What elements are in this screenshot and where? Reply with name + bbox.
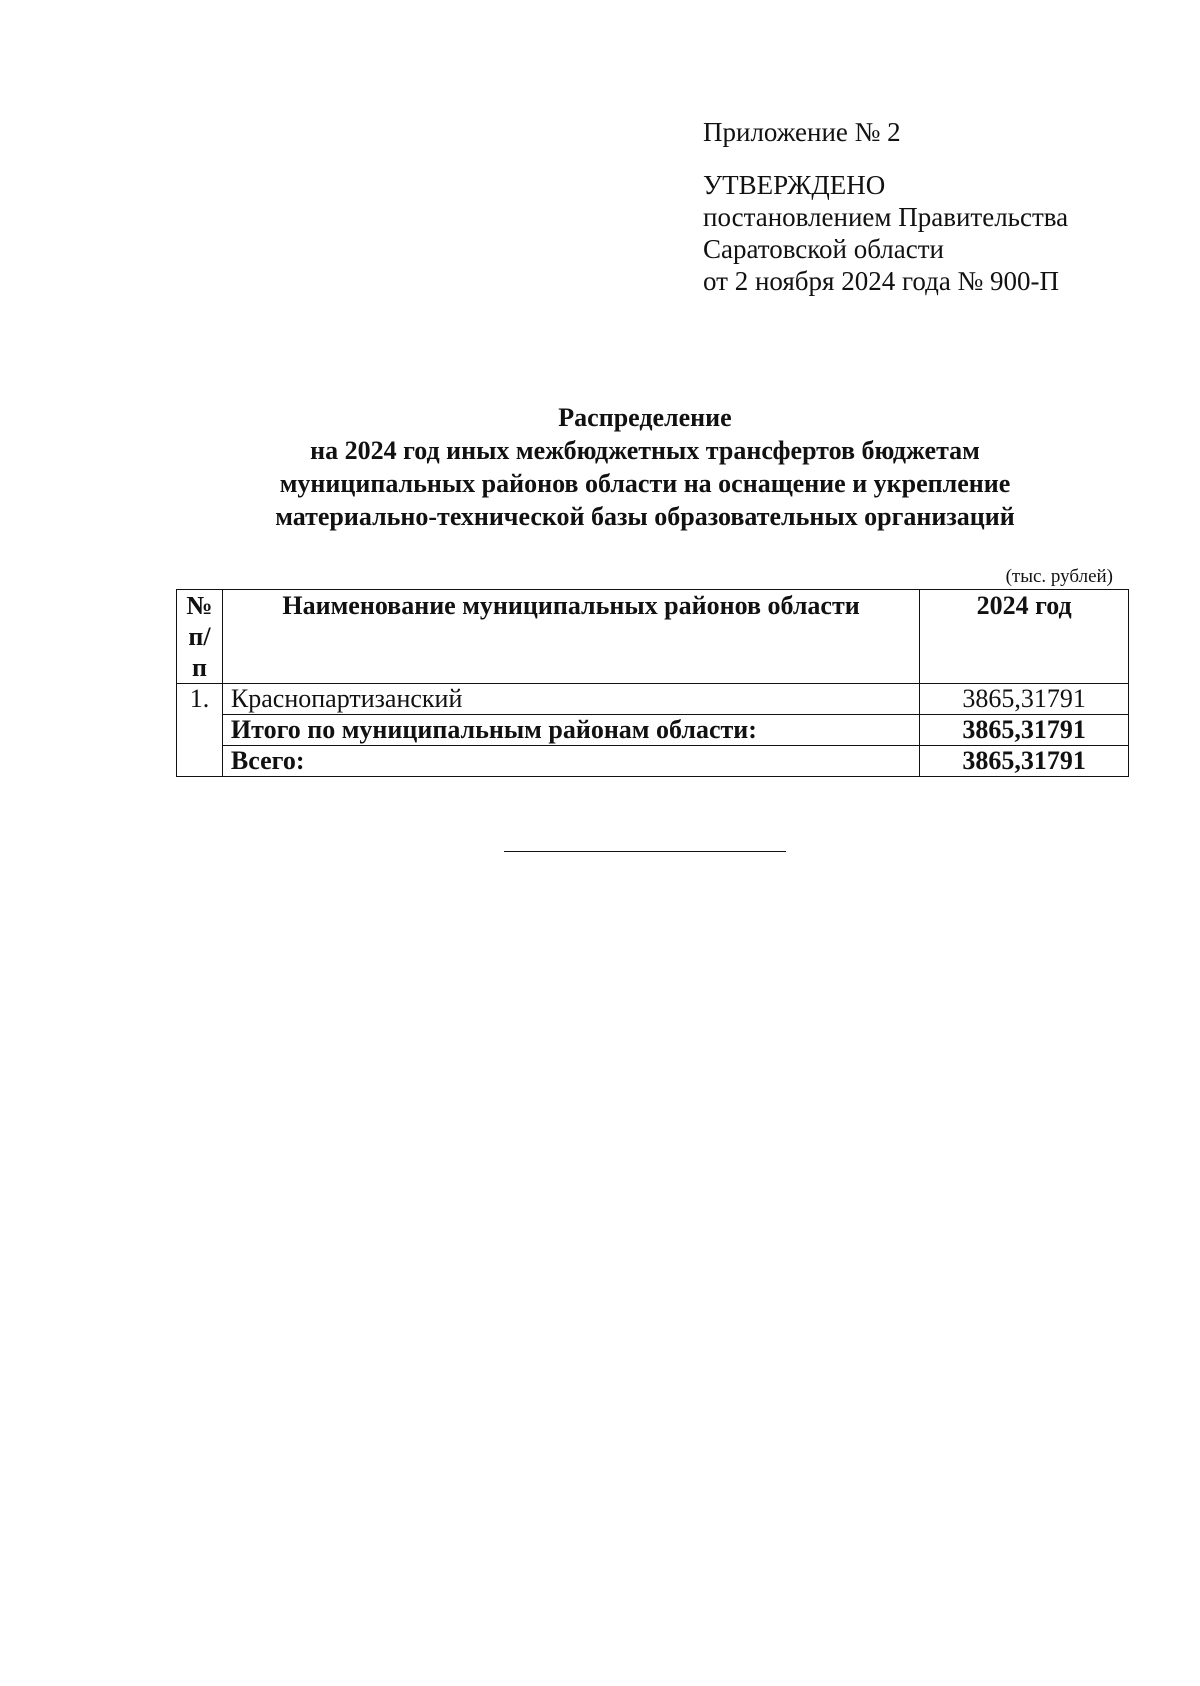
title-line-1: Распределение: [558, 403, 732, 432]
approval-line-1: постановлением Правительства: [703, 202, 1069, 232]
subtotal-row: [177, 715, 1129, 746]
approval-line-3: от 2 ноября 2024 года № 900-П: [703, 266, 1060, 296]
subtotal-label: Итого по муниципальным районам области:: [222, 715, 919, 746]
title-line-2: на 2024 год иных межбюджетных трансфертов бюджетам: [310, 436, 980, 465]
header-year: 2024 год: [920, 590, 1129, 684]
approval-line-2: Саратовской области: [703, 234, 944, 264]
header-number-line-2: п/п: [188, 622, 211, 682]
subtotal-value: 3865,31791: [920, 715, 1129, 746]
title-line-4: материально-технической базы образовательных организаций: [275, 502, 1015, 531]
header-district-name: Наименование муниципальных районов области: [222, 590, 919, 684]
approval-block: [703, 116, 1143, 297]
distribution-table: [176, 589, 1129, 777]
table-row: [177, 684, 1129, 715]
closing-rule: [504, 851, 786, 852]
appendix-label: Приложение № 2: [703, 117, 901, 147]
total-label: Всего:: [222, 746, 919, 777]
row-number: 1.: [177, 684, 223, 777]
total-row: [177, 746, 1129, 777]
header-number-line-1: №: [186, 591, 213, 620]
district-value: 3865,31791: [920, 684, 1129, 715]
approved-label: УТВЕРЖДЕНО: [703, 170, 886, 200]
district-name: Краснопартизанский: [222, 684, 919, 715]
table-header-row: [177, 590, 1129, 684]
units-note: (тыс. рублей): [1005, 566, 1113, 587]
total-value: 3865,31791: [920, 746, 1129, 777]
title-line-3: муниципальных районов области на оснащение и укрепление: [279, 469, 1011, 498]
header-number: [177, 590, 223, 684]
document-title: [140, 401, 1150, 533]
